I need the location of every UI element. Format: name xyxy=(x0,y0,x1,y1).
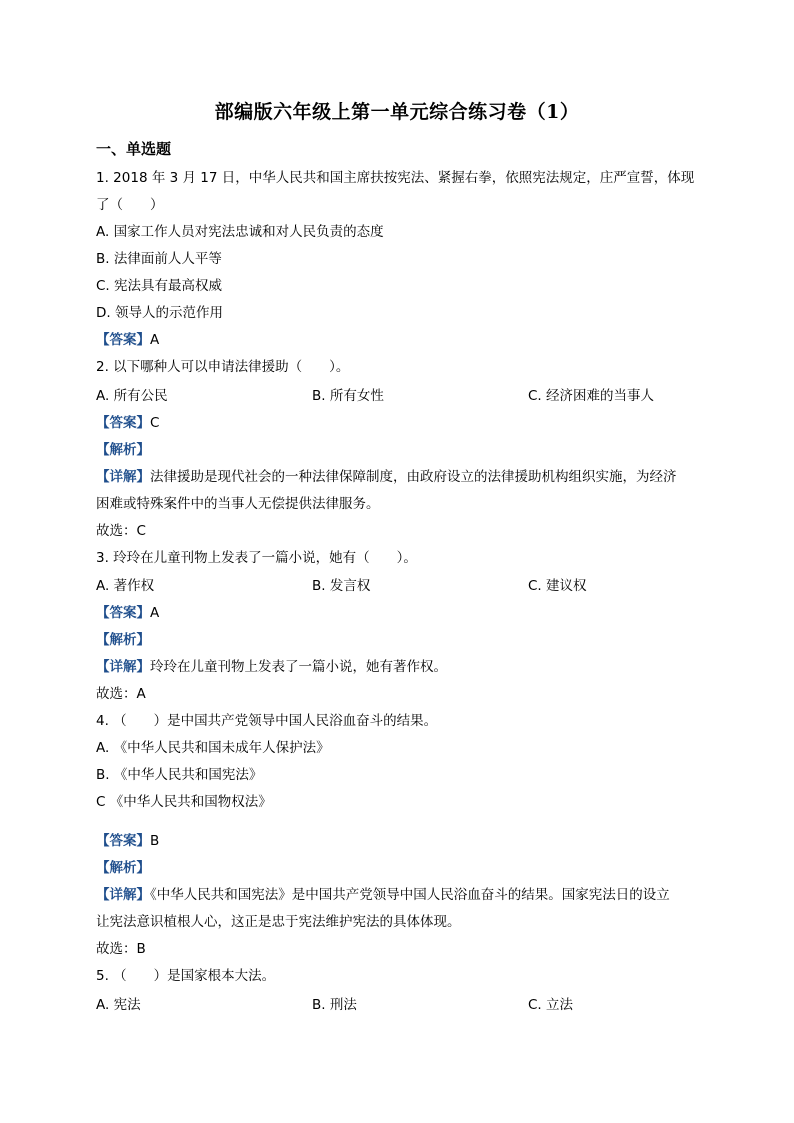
page-title: 部编版六年级上第一单元综合练习卷（1） xyxy=(214,101,580,123)
q1-option-c: C. 宪法具有最高权威 xyxy=(96,278,223,294)
q1-stem-line2: 了（ ） xyxy=(96,197,164,213)
answer-value: B xyxy=(150,833,160,849)
q2-option-b: B. 所有女性 xyxy=(312,388,384,404)
detail-text: 《中华人民共和国宪法》是中国共产党领导中国人民浴血奋斗的结果。国家宪法日的设立 xyxy=(150,887,670,903)
q5-option-b: B. 刑法 xyxy=(312,997,357,1013)
analysis-label: 【解析】 xyxy=(96,860,150,876)
q1-stem-line1: 1. 2018 年 3 月 17 日，中华人民共和国主席扶按宪法、紧握右拳，依照宪法规定，庄严宣誓，体现 xyxy=(96,170,695,186)
answer-label: 【答案】 xyxy=(96,833,150,849)
q3-option-b: B. 发言权 xyxy=(312,578,371,594)
q2-answer xyxy=(96,413,159,433)
answer-value: A xyxy=(150,332,160,348)
q4-option-c: C 《中华人民共和国物权法》 xyxy=(96,794,272,810)
q1-answer xyxy=(96,330,159,350)
q2-stem: 2. 以下哪种人可以申请法律援助（ ）。 xyxy=(96,359,350,375)
q2-detail-line2: 困难或特殊案件中的当事人无偿提供法律服务。 xyxy=(96,496,380,512)
section-heading: 一、单选题 xyxy=(96,140,172,158)
q5-stem: 5. （ ）是国家根本大法。 xyxy=(96,968,276,984)
q3-choice: 故选：A xyxy=(96,686,146,702)
q3-detail xyxy=(96,657,447,677)
detail-text: 玲玲在儿童刊物上发表了一篇小说，她有著作权。 xyxy=(150,659,447,675)
q4-detail-line1 xyxy=(96,885,670,905)
q2-option-c: C. 经济困难的当事人 xyxy=(528,388,655,404)
q3-analysis-label xyxy=(96,630,150,650)
q5-option-c: C. 立法 xyxy=(528,997,574,1013)
answer-label: 【答案】 xyxy=(96,605,150,621)
q4-answer xyxy=(96,831,159,851)
detail-label: 【详解】 xyxy=(96,887,150,903)
answer-value: C xyxy=(150,415,160,431)
answer-value: A xyxy=(150,605,160,621)
q2-detail-line1 xyxy=(96,467,677,487)
q4-analysis-label xyxy=(96,858,150,878)
detail-label: 【详解】 xyxy=(96,659,150,675)
answer-label: 【答案】 xyxy=(96,415,150,431)
q3-option-c: C. 建议权 xyxy=(528,578,587,594)
q3-stem: 3. 玲玲在儿童刊物上发表了一篇小说，她有（ ）。 xyxy=(96,550,417,566)
q4-choice: 故选：B xyxy=(96,941,146,957)
q5-option-a: A. 宪法 xyxy=(96,997,141,1013)
analysis-label: 【解析】 xyxy=(96,632,150,648)
q1-option-b: B. 法律面前人人平等 xyxy=(96,251,222,267)
q2-choice: 故选：C xyxy=(96,523,146,539)
q3-option-a: A. 著作权 xyxy=(96,578,155,594)
analysis-label: 【解析】 xyxy=(96,442,150,458)
q4-option-a: A. 《中华人民共和国未成年人保护法》 xyxy=(96,740,330,756)
q2-analysis-label xyxy=(96,440,150,460)
answer-label: 【答案】 xyxy=(96,332,150,348)
q3-answer xyxy=(96,603,159,623)
q1-option-d: D. 领导人的示范作用 xyxy=(96,305,223,321)
q1-option-a: A. 国家工作人员对宪法忠诚和对人民负责的态度 xyxy=(96,224,384,240)
q4-option-b: B. 《中华人民共和国宪法》 xyxy=(96,767,263,783)
detail-label: 【详解】 xyxy=(96,469,150,485)
q4-stem: 4. （ ）是中国共产党领导中国人民浴血奋斗的结果。 xyxy=(96,713,438,729)
detail-text: 法律援助是现代社会的一种法律保障制度，由政府设立的法律援助机构组织实施，为经济 xyxy=(150,469,677,485)
q4-detail-line2: 让宪法意识植根人心，这正是忠于宪法维护宪法的具体体现。 xyxy=(96,914,461,930)
q2-option-a: A. 所有公民 xyxy=(96,388,168,404)
